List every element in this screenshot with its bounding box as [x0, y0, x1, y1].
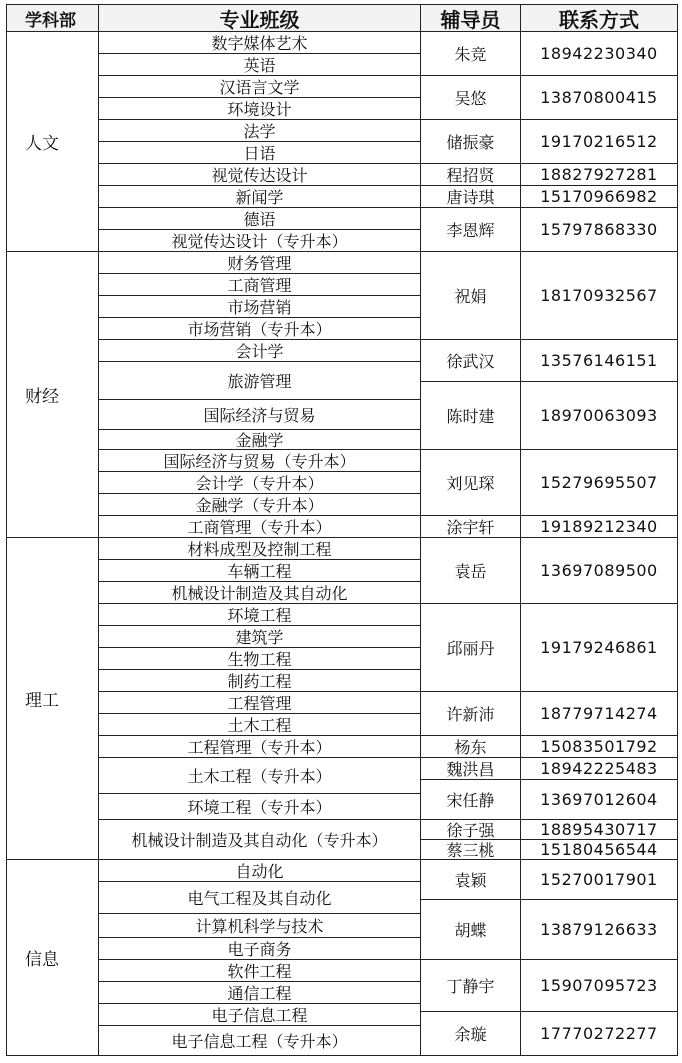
- major-cell: 金融学: [99, 430, 421, 450]
- counselor-cell: 许新沛: [421, 692, 521, 736]
- major-cell: 汉语言文学: [99, 76, 421, 98]
- major-cell: 日语: [99, 142, 421, 164]
- counselor-cell: 邱丽丹: [421, 604, 521, 692]
- header-department: 学科部: [6, 4, 99, 32]
- counselor-cell: 胡蝶: [421, 900, 521, 960]
- major-cell: 制药工程: [99, 670, 421, 692]
- counselor-cell: 陈时建: [421, 382, 521, 450]
- major-cell: 通信工程: [99, 982, 421, 1004]
- counselor-cell: 程招贤: [421, 164, 521, 186]
- major-cell: 电子商务: [99, 938, 421, 960]
- major-cell: 市场营销: [99, 296, 421, 318]
- phone-cell: 18170932567: [521, 252, 678, 340]
- major-cell: 软件工程: [99, 960, 421, 982]
- major-cell: 生物工程: [99, 648, 421, 670]
- counselor-cell: 杨东: [421, 736, 521, 758]
- phone-cell: 15907095723: [521, 960, 678, 1012]
- major-cell: 数字媒体艺术: [99, 32, 421, 54]
- major-cell: 电子信息工程（专升本）: [99, 1026, 421, 1056]
- counselor-cell: 涂宇轩: [421, 516, 521, 538]
- major-cell: 环境设计: [99, 98, 421, 120]
- counselor-cell: 祝娟: [421, 252, 521, 340]
- major-cell: 金融学（专升本）: [99, 494, 421, 516]
- phone-cell: 15083501792: [521, 736, 678, 758]
- major-cell: 会计学: [99, 340, 421, 362]
- department-cell: 信息: [6, 860, 99, 1056]
- counselor-cell: 朱竞: [421, 32, 521, 76]
- major-cell: 旅游管理: [99, 362, 421, 400]
- phone-cell: 18895430717: [521, 820, 678, 840]
- phone-cell: 15270017901: [521, 860, 678, 900]
- phone-cell: 15797868330: [521, 208, 678, 252]
- counselor-cell: 袁颖: [421, 860, 521, 900]
- phone-cell: 17770272277: [521, 1012, 678, 1056]
- major-cell: 土木工程: [99, 714, 421, 736]
- major-cell: 工程管理（专升本）: [99, 736, 421, 758]
- major-cell: 会计学（专升本）: [99, 472, 421, 494]
- counselor-cell: 储振豪: [421, 120, 521, 164]
- phone-cell: 15180456544: [521, 840, 678, 860]
- phone-cell: 19189212340: [521, 516, 678, 538]
- major-cell: 自动化: [99, 860, 421, 882]
- major-cell: 计算机科学与技术: [99, 914, 421, 938]
- major-cell: 工商管理（专升本）: [99, 516, 421, 538]
- major-cell: 工商管理: [99, 274, 421, 296]
- major-cell: 机械设计制造及其自动化（专升本）: [99, 820, 421, 860]
- counselor-cell: 宋任静: [421, 780, 521, 820]
- phone-cell: 19179246861: [521, 604, 678, 692]
- major-cell: 视觉传达设计（专升本）: [99, 230, 421, 252]
- counselor-cell: 丁静宇: [421, 960, 521, 1012]
- header-major-class: 专业班级: [99, 4, 421, 32]
- phone-cell: 13697012604: [521, 780, 678, 820]
- major-cell: 建筑学: [99, 626, 421, 648]
- phone-cell: 18942225483: [521, 758, 678, 780]
- major-cell: 国际经济与贸易: [99, 400, 421, 430]
- counselor-cell: 余璇: [421, 1012, 521, 1056]
- major-cell: 市场营销（专升本）: [99, 318, 421, 340]
- phone-cell: 15279695507: [521, 450, 678, 516]
- counselor-contact-table: [6, 4, 678, 1056]
- counselor-cell: 徐武汉: [421, 340, 521, 382]
- major-cell: 环境工程（专升本）: [99, 794, 421, 820]
- phone-cell: 18779714274: [521, 692, 678, 736]
- header-contact: 联系方式: [521, 4, 678, 32]
- phone-cell: 13870800415: [521, 76, 678, 120]
- major-cell: 英语: [99, 54, 421, 76]
- major-cell: 环境工程: [99, 604, 421, 626]
- department-cell: 理工: [6, 538, 99, 860]
- major-cell: 材料成型及控制工程: [99, 538, 421, 560]
- phone-cell: 13576146151: [521, 340, 678, 382]
- phone-cell: 13697089500: [521, 538, 678, 604]
- phone-cell: 13879126633: [521, 900, 678, 960]
- counselor-cell: 袁岳: [421, 538, 521, 604]
- counselor-cell: 徐子强: [421, 820, 521, 840]
- header-counselor: 辅导员: [421, 4, 521, 32]
- major-cell: 机械设计制造及其自动化: [99, 582, 421, 604]
- major-cell: 土木工程（专升本）: [99, 758, 421, 794]
- phone-cell: 18942230340: [521, 32, 678, 76]
- phone-cell: 19170216512: [521, 120, 678, 164]
- major-cell: 视觉传达设计: [99, 164, 421, 186]
- major-cell: 电子信息工程: [99, 1004, 421, 1026]
- counselor-cell: 吴悠: [421, 76, 521, 120]
- major-cell: 工程管理: [99, 692, 421, 714]
- major-cell: 财务管理: [99, 252, 421, 274]
- major-cell: 车辆工程: [99, 560, 421, 582]
- major-cell: 法学: [99, 120, 421, 142]
- department-cell: 财经: [6, 252, 99, 538]
- counselor-cell: 唐诗琪: [421, 186, 521, 208]
- phone-cell: 15170966982: [521, 186, 678, 208]
- major-cell: 国际经济与贸易（专升本）: [99, 450, 421, 472]
- major-cell: 德语: [99, 208, 421, 230]
- counselor-cell: 刘见琛: [421, 450, 521, 516]
- counselor-cell: 魏洪昌: [421, 758, 521, 780]
- counselor-cell: 李恩辉: [421, 208, 521, 252]
- major-cell: 电气工程及其自动化: [99, 882, 421, 914]
- phone-cell: 18970063093: [521, 382, 678, 450]
- major-cell: 新闻学: [99, 186, 421, 208]
- counselor-cell: 蔡三桃: [421, 840, 521, 860]
- department-cell: 人文: [6, 32, 99, 252]
- phone-cell: 18827927281: [521, 164, 678, 186]
